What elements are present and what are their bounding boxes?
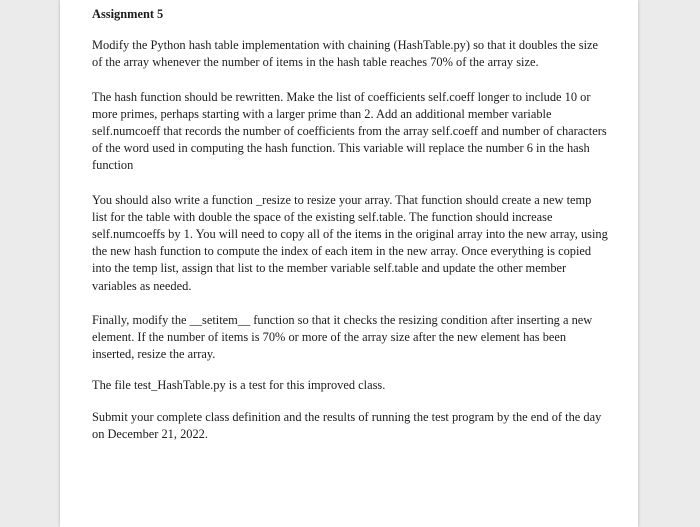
assignment-title: Assignment 5 [92,7,164,21]
document-page [60,0,638,527]
paragraph-submission: Submit your complete class definition and the results of running the test program by the end of the day on December 21, 2022. [92,409,602,441]
paragraph-hash-function: The hash function should be rewritten. Make the list of coefficients self.coeff longer to include 10 or more primes, perhaps starting with a larger prime than 2. Add an additional member variable self.numcoeff that records the number of coefficients from the array self.coeff and number of characters of the word used in computing the hash function. This variable will replace the number 6 in the hash function [92,89,607,173]
document-content [92,6,608,460]
paragraph-test-file: The file test_HashTable.py is a test for this improved class. [92,378,386,393]
paragraph-overview: Modify the Python hash table implementation with chaining (HashTable.py) so that it doubles the size of the array whenever the number of items in the hash table reaches 70% of the array size. [92,38,599,70]
paragraph-resize: You should also write a function _resize to resize your array. That function should create a new temp list for the table with double the space of the existing self.table. The function should increase self.numcoeffs by 1. You will need to copy all of the items in the original array into the new array, using the new hash function to compute the index of each item in the new array. Once everything is copied into the temp list, assign that list to the member variable self.table and update the other member variables as needed. [92,192,608,293]
paragraph-setitem: Finally, modify the __setitem__ function so that it checks the resizing condition after inserting a new element. If the number of items is 70% or more of the array size after the new element has been inserted, resize the array. [92,312,593,362]
